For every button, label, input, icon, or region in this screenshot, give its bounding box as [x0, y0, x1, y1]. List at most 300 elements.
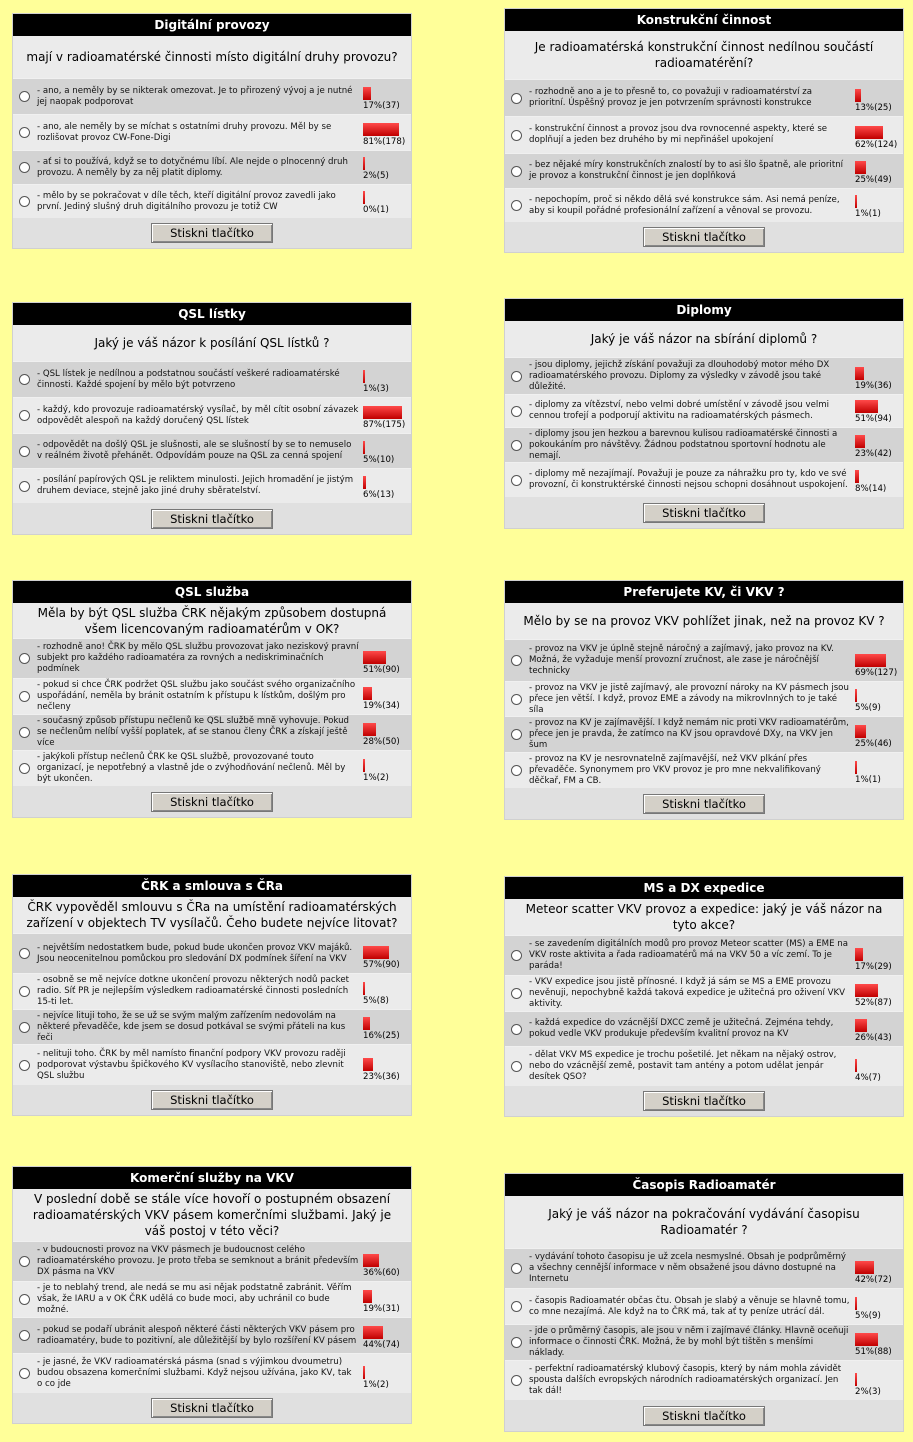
result-percentage: 23%(36)	[363, 1072, 400, 1082]
option-result	[853, 976, 903, 1011]
poll-title: Diplomy	[505, 299, 903, 321]
vote-button[interactable]: Stiskni tlačítko	[643, 503, 765, 523]
poll-footer	[13, 786, 411, 817]
result-bar	[855, 126, 883, 139]
poll-option[interactable]	[505, 716, 903, 752]
result-bar	[363, 476, 366, 489]
result-bar	[363, 946, 389, 959]
radio-button[interactable]	[511, 655, 522, 666]
result-percentage: 57%(90)	[363, 960, 400, 970]
radio-button[interactable]	[19, 446, 30, 457]
poll-option[interactable]	[13, 184, 411, 218]
radio-button[interactable]	[19, 653, 30, 664]
result-percentage: 0%(1)	[363, 205, 389, 215]
result-bar	[855, 1333, 878, 1346]
result-bar	[363, 87, 371, 100]
option-result	[361, 185, 411, 218]
option-result	[361, 679, 411, 714]
radio-button[interactable]	[19, 196, 30, 207]
radio-button[interactable]	[511, 1061, 522, 1072]
option-text: - perfektní radioamatérský klubový časopis, který by nám mohla závidět spousta dalších evropských národních radioamatérských organizací. Jen tak dál!	[529, 1364, 842, 1396]
option-text: - ať si to používá, když se to dotyčnému líbí. Ale nejde o plnocenný druh provozu. A neměly by za něj platit diplomy.	[37, 156, 348, 178]
radio-button[interactable]	[19, 986, 30, 997]
poll-options	[505, 79, 903, 222]
option-text: - ano, ale neměly by se míchat s ostatními druhy provozu. Měl by se rozlišovat provoz CW-Fone-Digi	[37, 121, 332, 143]
poll-option[interactable]	[13, 678, 411, 714]
option-text: - mělo by se pokračovat v díle těch, kteří digitální provoz zavedli jako první. Jediný slušný druh digitálního provozu je totiž CW	[37, 190, 336, 212]
poll-question: Jaký je váš názor na pokračování vydávání časopisu Radioamatér ?	[505, 1196, 903, 1248]
result-bar	[363, 1017, 370, 1030]
option-result	[853, 1325, 903, 1360]
radio-button[interactable]	[511, 1024, 522, 1035]
radio-button[interactable]	[19, 374, 30, 385]
poll-option[interactable]	[505, 116, 903, 153]
radio-button[interactable]	[511, 475, 522, 486]
poll-footer	[13, 503, 411, 534]
option-result	[853, 358, 903, 394]
option-result	[853, 80, 903, 116]
poll-footer	[13, 1393, 411, 1423]
poll-option[interactable]	[13, 397, 411, 433]
poll-options	[505, 639, 903, 788]
result-percentage: 25%(49)	[855, 175, 892, 185]
option-text: - v budoucnosti provoz na VKV pásmech je budoucnost celého radioamatérského provozu. Je proto třeba se semknout a bránit především DX pásma na VKV	[37, 1245, 359, 1277]
poll-options	[13, 933, 411, 1085]
option-result	[853, 1361, 903, 1400]
option-result	[361, 1242, 411, 1281]
poll-question: ČRK vypověděl smlouvu s ČRa na umístění radioamatérských zařízení v objektech TV vysílačů. Čeho budete nejvíce litovat?	[13, 897, 411, 933]
radio-button[interactable]	[19, 763, 30, 774]
poll-option[interactable]	[505, 752, 903, 788]
result-bar	[855, 435, 865, 448]
poll-box	[504, 580, 904, 820]
option-result	[361, 1354, 411, 1393]
poll-options	[505, 1248, 903, 1400]
result-percentage: 5%(8)	[363, 996, 389, 1006]
option-result	[853, 463, 903, 497]
result-bar	[855, 984, 878, 997]
poll-option[interactable]	[505, 1324, 903, 1360]
poll-option[interactable]	[13, 1353, 411, 1393]
option-text: - časopis Radioamatér občas čtu. Obsah je slabý a věnuje se hlavně tomu, co mne nezajímá. Ale když na to ČRK má, tak ať ty peníze utrácí dál.	[529, 1295, 850, 1317]
poll-question: Jaký je váš názor k posílání QSL lístků ?	[13, 325, 411, 361]
option-result	[361, 751, 411, 786]
poll-question: Meteor scatter VKV provoz a expedice: jaký je váš názor na tyto akce?	[505, 899, 903, 935]
option-text: - posílání papírových QSL je reliktem minulosti. Jejich hromadění je jistým druhem deviace, stejně jako jiné druhy sběratelství.	[37, 475, 354, 496]
radio-button[interactable]	[511, 166, 522, 177]
result-bar	[855, 1297, 857, 1310]
poll-option[interactable]	[505, 153, 903, 188]
result-bar	[855, 654, 886, 667]
result-bar	[855, 725, 866, 738]
result-percentage: 28%(50)	[363, 737, 400, 747]
option-result	[853, 936, 903, 975]
result-percentage: 1%(3)	[363, 384, 389, 394]
result-bar	[363, 1058, 373, 1071]
poll-options	[505, 357, 903, 497]
option-result	[361, 434, 411, 468]
option-text: - provoz na VKV je úplně stejně náročný a zajímavý, jako provoz na KV. Možná, že vyžaduje menší provozní zručnost, ale zase je náročnější technicky	[529, 644, 834, 676]
poll-option[interactable]	[505, 935, 903, 975]
option-text: - bez nějaké míry konstrukčních znalostí by to asi šlo špatně, ale prioritní je provoz a konstrukční činnost je jen doplňková	[529, 160, 844, 181]
option-text: - největším nedostatkem bude, pokud bude ukončen provoz VKV majáků. Jsou neocenitelnou pomůckou pro sledování DX podmínek šíření na VKV	[37, 942, 353, 964]
option-text: - nepochopím, proč si někdo dělá své konstrukce sám. Asi nemá peníze, aby si koupil pořádné profesionální zařízení a věnoval se provozu.	[529, 194, 840, 216]
option-result	[853, 682, 903, 716]
radio-button[interactable]	[511, 440, 522, 451]
radio-button[interactable]	[19, 1294, 30, 1305]
result-percentage: 17%(29)	[855, 962, 892, 972]
vote-button[interactable]: Stiskni tlačítko	[643, 794, 765, 814]
radio-button[interactable]	[511, 200, 522, 211]
result-bar	[855, 470, 859, 483]
option-text: - pokud se podaří ubránit alespoň některé části některých VKV pásem pro radioamatéry, bude to pozitivní, ale důležitější by bylo rozšíření KV pásem	[37, 1324, 357, 1346]
result-percentage: 1%(2)	[363, 1380, 389, 1390]
option-text: - každý, kdo provozuje radioamatérský vysílač, by měl cítit osobní závazek odpovědět alespoň na každý doručený QSL lístek	[37, 404, 359, 426]
option-text: - je jasné, že VKV radioamatérská pásma (snad s výjimkou dvoumetru) budou obsazena komerčními službami. Když nejsou užívána, jako KV, tak o co jde	[37, 1357, 352, 1389]
poll-options	[505, 935, 903, 1086]
radio-button[interactable]	[19, 727, 30, 738]
poll-title: Konstrukční činnost	[505, 9, 903, 31]
result-bar	[363, 759, 365, 772]
radio-button[interactable]	[19, 1060, 30, 1071]
result-percentage: 19%(31)	[363, 1304, 400, 1314]
radio-button[interactable]	[511, 1375, 522, 1386]
option-text: - současný způsob přístupu nečlenů ke QSL službě mně vyhovuje. Pokud se nečlenům nelíbí vyšší poplatek, ať se stanou členy ČRK a získají ještě více	[37, 716, 349, 748]
poll-box	[12, 874, 412, 1116]
result-percentage: 4%(7)	[855, 1073, 881, 1083]
poll-option[interactable]	[505, 1046, 903, 1086]
radio-button[interactable]	[19, 948, 30, 959]
radio-button[interactable]	[511, 729, 522, 740]
poll-option[interactable]	[505, 394, 903, 427]
poll-option[interactable]	[13, 361, 411, 397]
radio-button[interactable]	[511, 1337, 522, 1348]
poll-option[interactable]	[13, 714, 411, 750]
result-percentage: 69%(127)	[855, 668, 898, 678]
poll-option[interactable]	[13, 638, 411, 678]
poll-options	[13, 361, 411, 503]
poll-option[interactable]	[505, 1248, 903, 1288]
radio-button[interactable]	[19, 127, 30, 138]
result-bar	[855, 948, 863, 961]
option-text: - provoz na KV je zajímavější. I když nemám nic proti VKV radioamatérům, přece jen je pravda, že zatímco na KV jsou opravdové DXy, na VKV jen šum	[529, 718, 849, 750]
option-result	[361, 469, 411, 503]
option-result	[853, 1289, 903, 1324]
vote-button[interactable]: Stiskni tlačítko	[151, 1090, 273, 1110]
option-result	[361, 639, 411, 678]
radio-button[interactable]	[19, 1330, 30, 1341]
poll-box	[12, 13, 412, 249]
radio-button[interactable]	[19, 91, 30, 102]
poll-footer	[505, 222, 903, 252]
radio-button[interactable]	[511, 1301, 522, 1312]
option-result	[361, 974, 411, 1009]
radio-button[interactable]	[19, 1256, 30, 1267]
option-result	[853, 428, 903, 462]
poll-option[interactable]	[13, 150, 411, 184]
option-text: - se zavedením digitálních modů pro provoz Meteor scatter (MS) a EME na VKV roste aktivita a řada radioamatérů má na VKV 50 a víc zemí. To je paráda!	[529, 939, 848, 971]
poll-option[interactable]	[13, 1281, 411, 1317]
result-bar	[363, 687, 372, 700]
result-percentage: 26%(43)	[855, 1033, 892, 1043]
result-percentage: 1%(1)	[855, 775, 881, 785]
poll-question: mají v radioamatérské činnosti místo digitální druhy provozu?	[13, 36, 411, 78]
result-bar	[363, 191, 365, 204]
result-percentage: 81%(178)	[363, 137, 406, 147]
option-result	[853, 753, 903, 788]
result-bar	[363, 441, 365, 454]
option-result	[361, 151, 411, 184]
poll-option[interactable]	[13, 78, 411, 114]
poll-option[interactable]	[13, 468, 411, 503]
option-result	[361, 1318, 411, 1353]
radio-button[interactable]	[19, 691, 30, 702]
poll-option[interactable]	[505, 427, 903, 462]
radio-button[interactable]	[19, 481, 30, 492]
poll-option[interactable]	[505, 357, 903, 394]
poll-title: QSL lístky	[13, 303, 411, 325]
poll-option[interactable]	[13, 973, 411, 1009]
option-result	[853, 154, 903, 188]
poll-box	[504, 876, 904, 1117]
option-result	[853, 1249, 903, 1288]
poll-option[interactable]	[13, 1009, 411, 1044]
poll-option[interactable]	[505, 79, 903, 116]
poll-option[interactable]	[505, 188, 903, 222]
result-percentage: 51%(88)	[855, 1347, 892, 1357]
poll-title: Časopis Radioamatér	[505, 1174, 903, 1196]
result-percentage: 42%(72)	[855, 1275, 892, 1285]
poll-footer	[13, 218, 411, 248]
poll-option[interactable]	[13, 933, 411, 973]
poll-option[interactable]	[505, 975, 903, 1011]
option-result	[361, 1010, 411, 1044]
option-text: - osobně se mě nejvíce dotkne ukončení provozu některých nodů packet radio. Síť PR je nejlepším výsledkem radioamatérské činnosti posledních 15-ti let.	[37, 975, 349, 1007]
poll-title: QSL služba	[13, 581, 411, 603]
option-result	[361, 1045, 411, 1085]
result-percentage: 2%(5)	[363, 171, 389, 181]
option-text: - jakýkoli přístup nečlenů ČRK ke QSL službě, provozované touto organizací, je nepotřebný a vlastně jde o zvýhodňování nečlenů. Měl by být ukončen.	[37, 752, 346, 784]
result-percentage: 8%(14)	[855, 484, 887, 494]
option-text: - nelituji toho. ČRK by měl namísto finanční podpory VKV provozu raději podporovat výstavbu špičkového KV vysílacího stanoviště, nebo zlevnit QSL službu	[37, 1048, 346, 1081]
vote-button[interactable]: Stiskni tlačítko	[151, 1398, 273, 1418]
option-text: - nejvíce lituji toho, že se už se svým malým zařízením nedovolám na některé převaděče, kde jsem se dosud potkával se svými přáteli na kus řeči	[37, 1010, 346, 1043]
poll-title: Digitální provozy	[13, 14, 411, 36]
result-bar	[363, 723, 376, 736]
option-result	[853, 395, 903, 427]
poll-option[interactable]	[505, 1011, 903, 1046]
result-percentage: 16%(25)	[363, 1031, 400, 1041]
option-result	[853, 640, 903, 681]
result-percentage: 87%(175)	[363, 420, 406, 430]
option-text: - rozhodně ano! ČRK by mělo QSL službu provozovat jako neziskový pravní subjekt pro každého radioamatéra za rovných a nediskriminačních podmínek	[37, 642, 359, 674]
poll-options	[13, 78, 411, 218]
poll-options	[13, 1241, 411, 1393]
radio-button[interactable]	[19, 162, 30, 173]
poll-question: V poslední době se stále více hovoří o postupném obsazení radioamatérských VKV pásem komerčními službami. Jaký je váš postoj v této věci?	[13, 1189, 411, 1241]
result-percentage: 25%(46)	[855, 739, 892, 749]
option-text: - provoz na KV je nesrovnatelně zajímavější, než VKV plkání přes převaděče. Synonymem pro VKV provoz je pro mne nekvalifikovaný děčkař, FM a CB.	[529, 754, 821, 786]
poll-box	[12, 580, 412, 818]
result-percentage: 36%(60)	[363, 1268, 400, 1278]
result-percentage: 6%(13)	[363, 490, 395, 500]
option-result	[361, 79, 411, 114]
radio-button[interactable]	[511, 694, 522, 705]
result-percentage: 52%(87)	[855, 998, 892, 1008]
result-percentage: 5%(9)	[855, 1311, 881, 1321]
option-text: - rozhodně ano a je to přesně to, co považuji v radioamatérství za prioritní. Úspěšný provoz je jen potvrzením správnosti konstrukce	[529, 87, 813, 108]
option-text: - diplomy jsou jen hezkou a barevnou kulisou radioamatérské činnosti a pokoukáním pro návštěvy. Žádnou podstatnou sportovní hodnotu ale nemají.	[529, 428, 838, 461]
result-bar	[363, 651, 386, 664]
result-percentage: 5%(10)	[363, 455, 395, 465]
option-text: - jsou diplomy, jejichž získání považuji za dlouhodobý motor mého DX radioamatérského provozu. Diplomy za výsledky v závodě jsou také důležité.	[529, 359, 830, 392]
poll-option[interactable]	[13, 1317, 411, 1353]
result-bar	[855, 195, 857, 208]
radio-button[interactable]	[511, 130, 522, 141]
poll-box	[12, 1166, 412, 1424]
radio-button[interactable]	[511, 950, 522, 961]
radio-button[interactable]	[511, 371, 522, 382]
poll-box	[504, 8, 904, 253]
result-percentage: 1%(1)	[855, 209, 881, 219]
poll-option[interactable]	[505, 1288, 903, 1324]
radio-button[interactable]	[19, 1368, 30, 1379]
option-text: - jde o průměrný časopis, ale jsou v něm i zajímavé články. Hlavně oceňuji informace o činnosti ČRK. Možná, že by mohl být tištěn s menšími náklady.	[529, 1326, 849, 1358]
option-result	[361, 715, 411, 750]
vote-button[interactable]: Stiskni tlačítko	[643, 227, 765, 247]
poll-box	[504, 1173, 904, 1432]
option-text: - diplomy mě nezajímají. Považuji je pouze za náhražku pro ty, kdo ve své provozní, či konstruktérské činnosti nejsou schopni dosáhnout uspokojení.	[529, 469, 848, 490]
radio-button[interactable]	[511, 988, 522, 999]
result-percentage: 19%(34)	[363, 701, 400, 711]
option-result	[361, 934, 411, 973]
poll-box	[504, 298, 904, 529]
result-bar	[363, 406, 402, 419]
result-bar	[363, 370, 365, 383]
option-text: - je to neblahý trend, ale nedá se mu asi nějak podstatně zabránit. Věřím však, že IARU a v OK ČRK udělá co bude moci, aby uchránil co bude možné.	[37, 1283, 352, 1315]
poll-option[interactable]	[505, 639, 903, 681]
vote-button[interactable]: Stiskni tlačítko	[643, 1091, 765, 1111]
poll-option[interactable]	[13, 750, 411, 786]
option-text: - provoz na VKV je jistě zajímavý, ale provozní nároky na KV pásmech jsou přece jen větší. I když, provoz EME a závody na mikrovlnných to je také síla	[529, 682, 849, 715]
option-text: - diplomy za vítězství, nebo velmi dobré umístění v závodě jsou velmi cennou trofejí a podporují aktivitu na radioamatérských pásmech.	[529, 400, 829, 421]
poll-option[interactable]	[13, 1044, 411, 1085]
result-percentage: 13%(25)	[855, 103, 892, 113]
result-bar	[363, 1326, 383, 1339]
option-result	[853, 1047, 903, 1086]
option-text: - QSL lístek je nedílnou a podstatnou součástí veškeré radioamatérské činnosti. Každé spojení by mělo být potvrzeno	[37, 368, 340, 390]
poll-question: Je radioamatérská konstrukční činnost nedílnou součástí radioamatérění?	[505, 31, 903, 79]
poll-title: Komerční služby na VKV	[13, 1167, 411, 1189]
vote-button[interactable]: Stiskni tlačítko	[151, 792, 273, 812]
poll-footer	[505, 497, 903, 528]
result-bar	[363, 157, 365, 170]
radio-button[interactable]	[19, 410, 30, 421]
poll-question: Měla by být QSL služba ČRK nějakým způsobem dostupná všem licencovaným radioamatérům v OK?	[13, 603, 411, 638]
option-text: - pokud si chce ČRK podržet QSL službu jako součást svého organizačního uspořádání, neměla by bránit ostatním k přístupu k lístkům, došlým pro nečleny	[37, 680, 356, 712]
result-bar	[363, 1254, 379, 1267]
poll-option[interactable]	[505, 462, 903, 497]
poll-question: Jaký je váš názor na sbírání diplomů ?	[505, 321, 903, 357]
result-percentage: 17%(37)	[363, 101, 400, 111]
poll-option[interactable]	[13, 1241, 411, 1281]
result-bar	[363, 982, 365, 995]
radio-button[interactable]	[511, 406, 522, 417]
result-percentage: 62%(124)	[855, 140, 898, 150]
poll-title: ČRK a smlouva s ČRa	[13, 875, 411, 897]
option-result	[853, 189, 903, 222]
vote-button[interactable]: Stiskni tlačítko	[151, 509, 273, 529]
result-percentage: 1%(2)	[363, 773, 389, 783]
result-bar	[363, 123, 399, 136]
radio-button[interactable]	[511, 765, 522, 776]
poll-title: MS a DX expedice	[505, 877, 903, 899]
result-bar	[855, 89, 861, 102]
option-result	[361, 1282, 411, 1317]
option-result	[361, 115, 411, 150]
poll-footer	[13, 1085, 411, 1115]
vote-button[interactable]: Stiskni tlačítko	[151, 223, 273, 243]
result-bar	[855, 689, 857, 702]
option-text: - dělat VKV MS expedice je trochu pošetilé. Jet někam na nějaký ostrov, nebo do vzácnější země, postavit tam antény a potom udělat jenpár desítek QSO?	[529, 1050, 837, 1082]
vote-button[interactable]: Stiskni tlačítko	[643, 1406, 765, 1426]
option-result	[853, 117, 903, 153]
poll-question: Mělo by se na provoz VKV pohlížet jinak, než na provoz KV ?	[505, 603, 903, 639]
result-percentage: 19%(36)	[855, 381, 892, 391]
result-percentage: 51%(90)	[363, 665, 400, 675]
option-result	[361, 362, 411, 397]
result-bar	[855, 761, 857, 774]
result-percentage: 2%(3)	[855, 1387, 881, 1397]
poll-box	[12, 302, 412, 535]
result-bar	[363, 1366, 365, 1379]
result-bar	[855, 1019, 867, 1032]
result-bar	[855, 367, 864, 380]
radio-button[interactable]	[511, 1263, 522, 1274]
result-bar	[855, 161, 866, 174]
option-result	[361, 398, 411, 433]
result-bar	[855, 1261, 874, 1274]
poll-option[interactable]	[505, 681, 903, 716]
option-text: - konstrukční činnost a provoz jsou dva rovnocenné aspekty, které se doplňují a jeden bez druhého by mi nepřinášel upokojení	[529, 124, 828, 145]
option-result	[853, 1012, 903, 1046]
result-bar	[855, 400, 878, 413]
result-bar	[363, 1290, 372, 1303]
option-text: - odpovědět na došlý QSL je slušnosti, ale se slušností by se to nemuselo v reálném životě přehánět. Odpovídám pouze na QSL za cenná spojení	[37, 440, 352, 461]
poll-option[interactable]	[13, 433, 411, 468]
option-text: - vydávání tohoto časopisu je už zcela nesmyslné. Obsah je podprůměrný a všechny cennější informace v něm obsažené jsou dávno dostupné na Internetu	[529, 1252, 847, 1284]
result-bar	[855, 1059, 857, 1072]
poll-title: Preferujete KV, či VKV ?	[505, 581, 903, 603]
result-percentage: 51%(94)	[855, 414, 892, 424]
option-text: - VKV expedice jsou jistě přínosné. I když já sám se MS a EME provozu nevěnuji, nepochybně každá taková expedice je užitečná pro oživení VKV aktivity.	[529, 977, 845, 1009]
poll-footer	[505, 1086, 903, 1116]
poll-option[interactable]	[505, 1360, 903, 1400]
poll-footer	[505, 788, 903, 819]
option-result	[853, 717, 903, 752]
poll-option[interactable]	[13, 114, 411, 150]
result-percentage: 44%(74)	[363, 1340, 400, 1350]
option-text: - ano, a neměly by se nikterak omezovat. Je to přirozený vývoj a je nutné jej naopak podporovat	[37, 85, 353, 107]
radio-button[interactable]	[511, 93, 522, 104]
result-percentage: 5%(9)	[855, 703, 881, 713]
option-text: - každá expedice do vzácnější DXCC země je užitečná. Zejména tehdy, pokud vedle VKV produkuje především kvalitní provoz na KV	[529, 1018, 834, 1039]
poll-options	[13, 638, 411, 786]
result-percentage: 23%(42)	[855, 449, 892, 459]
result-bar	[855, 1373, 857, 1386]
radio-button[interactable]	[19, 1022, 30, 1033]
poll-footer	[505, 1400, 903, 1431]
